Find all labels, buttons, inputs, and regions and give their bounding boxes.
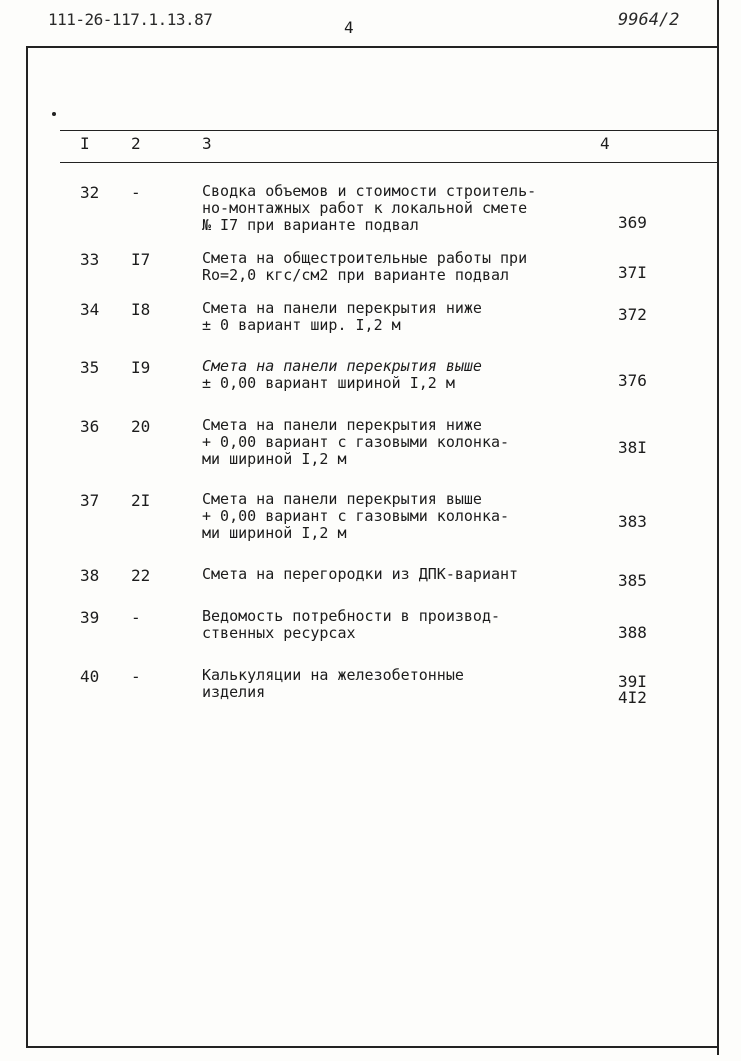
table-header-bottom-rule	[60, 162, 717, 163]
row-description	[202, 250, 592, 284]
row-number: 40	[80, 667, 100, 686]
row-description	[202, 667, 592, 701]
row-ref: -	[131, 667, 141, 686]
description-line: Смета на общестроительные работы при	[202, 249, 528, 267]
frame-right-border	[717, 0, 719, 1055]
description-line: Смета на панели перекрытия ниже	[202, 299, 482, 317]
row-number: 33	[80, 250, 100, 269]
description-line: № I7 при варианте подвал	[202, 216, 419, 234]
row-description	[202, 300, 592, 334]
row-ref: -	[131, 608, 141, 627]
row-page: 38I	[618, 438, 647, 457]
sheet-reference: 9964/2	[618, 10, 680, 30]
ink-dot	[52, 112, 56, 116]
row-page: 37I	[618, 263, 647, 282]
description-line: Ведомость потребности в производ-	[202, 607, 501, 625]
row-page: 376	[618, 371, 647, 390]
description-line: ± 0,00 вариант шириной I,2 м	[202, 374, 455, 392]
row-ref: I9	[131, 358, 151, 377]
row-page-end: 4I2	[618, 688, 647, 707]
description-line: но-монтажных работ к локальной смете	[202, 199, 528, 217]
description-line: + 0,00 вариант с газовыми колонка-	[202, 433, 510, 451]
row-number: 36	[80, 417, 100, 436]
row-page: 372	[618, 305, 647, 324]
column-header-1: I	[80, 134, 90, 153]
column-header-2: 2	[131, 134, 141, 153]
row-page: 369	[618, 213, 647, 232]
description-line: Смета на панели перекрытия выше	[202, 490, 482, 508]
row-number: 37	[80, 491, 100, 510]
frame-top-border	[26, 46, 719, 48]
description-line: + 0,00 вариант с газовыми колонка-	[202, 507, 510, 525]
column-header-3: 3	[202, 134, 212, 153]
row-page: 385	[618, 571, 647, 590]
row-ref: -	[131, 183, 141, 202]
row-page: 39I	[618, 672, 647, 691]
table-header-top-rule	[60, 130, 717, 131]
description-line: Ro=2,0 кгс/см2 при варианте подвал	[202, 266, 510, 284]
row-number: 39	[80, 608, 100, 627]
row-number: 35	[80, 358, 100, 377]
row-page: 388	[618, 623, 647, 642]
column-header-4: 4	[600, 134, 610, 153]
description-line: ми шириной I,2 м	[202, 524, 347, 542]
row-description	[202, 491, 592, 542]
frame-bottom-border	[26, 1046, 719, 1048]
row-page: 383	[618, 512, 647, 531]
description-line: изделия	[202, 683, 266, 701]
row-description	[202, 358, 592, 392]
row-ref: I7	[131, 250, 151, 269]
description-line: Смета на панели перекрытия выше	[202, 357, 482, 375]
description-line: ми шириной I,2 м	[202, 450, 347, 468]
description-line: Смета на панели перекрытия ниже	[202, 416, 482, 434]
row-description	[202, 417, 592, 468]
description-line: Калькуляции на железобетонные	[202, 666, 464, 684]
row-description	[202, 608, 592, 642]
frame-left-border	[26, 46, 28, 1046]
row-ref: 20	[131, 417, 151, 436]
row-number: 38	[80, 566, 100, 585]
row-number: 32	[80, 183, 100, 202]
description-line: ± 0 вариант шир. I,2 м	[202, 316, 401, 334]
row-ref: 2I	[131, 491, 151, 510]
document-code: 111-26-117.1.13.87	[48, 10, 213, 29]
row-ref: I8	[131, 300, 151, 319]
page-number: 4	[344, 18, 354, 37]
row-ref: 22	[131, 566, 151, 585]
description-line: ственных ресурсах	[202, 624, 356, 642]
description-line: Сводка объемов и стоимости строитель-	[202, 182, 537, 200]
row-description	[202, 183, 592, 234]
description-line: Смета на перегородки из ДПК-вариант	[202, 565, 519, 583]
row-description	[202, 566, 592, 583]
row-number: 34	[80, 300, 100, 319]
